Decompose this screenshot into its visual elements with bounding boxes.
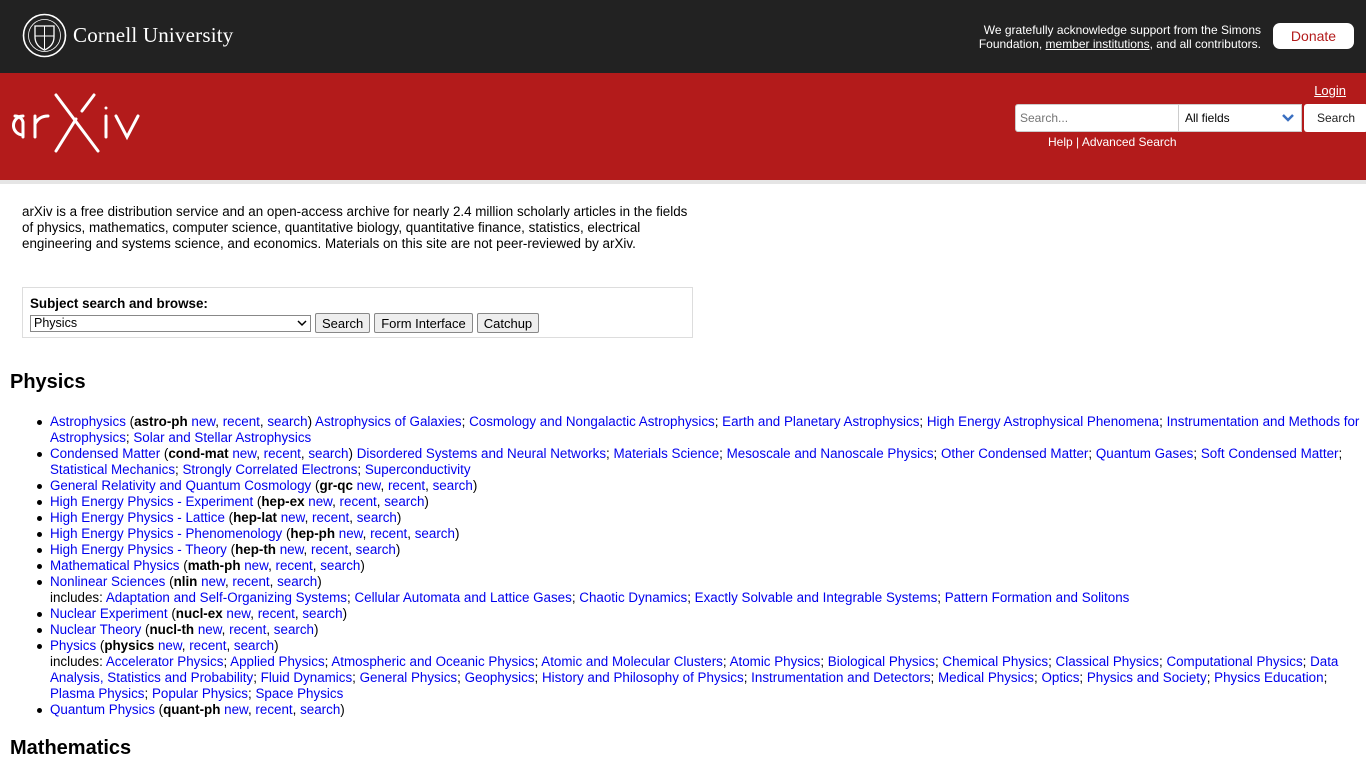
subcategory-link[interactable]: Atmospheric and Oceanic Physics [331,654,535,669]
subcategory-link[interactable]: Exactly Solvable and Integrable Systems [694,590,938,605]
search-form [1015,104,1366,132]
arxiv-logo [10,93,146,155]
archive-recent-link[interactable]: recent [312,510,350,525]
subcategory-link[interactable]: Astrophysics of Galaxies [315,414,462,429]
field-select[interactable] [1179,104,1302,132]
search-input[interactable] [1015,104,1179,132]
archive-recent-link[interactable]: recent [232,574,270,589]
archive-item: Nuclear Theory (nucl-th new, recent, search) [50,622,1360,638]
section-title-physics: Physics [10,371,86,393]
archive-code: nlin [173,574,198,589]
subcategory-link[interactable]: High Energy Astrophysical Phenomena [926,414,1160,429]
cornell-logo[interactable] [22,13,234,58]
archive-new-link[interactable]: new [338,526,363,541]
archive-recent-link[interactable]: recent [255,702,293,717]
archive-item: Nonlinear Sciences (nlin new, recent, search) includes: Adaptation and Self-Organizing Systems; Cellular Automata and Lattice Gases; Chaotic Dynamics; Exactly Solvable and Integrable Systems; Pattern Formation and Solitons [50,574,1360,606]
subcategory-link[interactable]: Plasma Physics [50,686,145,701]
subcategory-link[interactable]: Statistical Mechanics [50,462,176,477]
subcategory-link[interactable]: Popular Physics [151,686,248,701]
archive-link[interactable]: Condensed Matter [50,446,161,461]
archive-link[interactable]: High Energy Physics - Phenomenology [50,526,283,541]
archive-new-link[interactable]: new [197,622,222,637]
subcategory-link[interactable]: Space Physics [255,686,344,701]
subcategory-link[interactable]: Pattern Formation and Solitons [944,590,1130,605]
subcategory-link[interactable]: Instrumentation and Methods for Astrophysics [50,414,1360,445]
archive-search-link[interactable]: search [308,446,349,461]
archive-new-link[interactable]: new [280,510,305,525]
archive-recent-link[interactable]: recent [222,414,260,429]
support-text: We gratefully acknowledge support from the Simons Foundation, [978,23,1261,51]
includes-label: includes: [50,654,106,669]
subcategory-link[interactable]: Chemical Physics [942,654,1049,669]
archive-item: Astrophysics (astro-ph new, recent, search) Astrophysics of Galaxies; Cosmology and Nongalactic Astrophysics; Earth and Planetary Astrophysics; High Energy Astrophysical Phenomena; Instrumentation and Methods for Astrophysics; Solar and Stellar Astrophysics [50,414,1360,445]
subcategory-link[interactable]: Other Condensed Matter [941,446,1089,461]
subject-search-box [22,287,693,338]
archive-code: math-ph [187,558,241,573]
archive-item: High Energy Physics - Phenomenology (hep-ph new, recent, search) [50,526,1360,542]
physics-archive-list [50,414,1360,718]
archive-code: hep-th [235,542,276,557]
archive-new-link[interactable]: new [356,478,381,493]
archive-recent-link[interactable]: recent [387,478,426,493]
subcategory-link[interactable]: Adaptation and Self-Organizing Systems [105,590,348,605]
intro-text: arXiv is a free distribution service and an open-access archive for nearly 2.4 million scholarly articles in the fields of physics, mathematics, computer science, quantitative biology, quantitative finance, statistics, electrical engineering and systems science, and economics. Materials on this site are not peer-reviewed by arXiv. [22,204,688,251]
member-institutions-link[interactable]: member institutions [1045,37,1150,51]
archive-recent-link[interactable]: recent [263,446,301,461]
archive-new-link[interactable]: new [279,542,304,557]
archive-code: astro-ph [134,414,188,429]
subcategory-link[interactable]: Superconductivity [364,462,471,477]
subcategory-link[interactable]: Strongly Correlated Electrons [182,462,358,477]
archive-code: nucl-th [149,622,195,637]
archive-link[interactable]: Quantum Physics [50,702,155,717]
archive-recent-link[interactable]: recent [189,638,227,653]
donate-button[interactable]: Donate [1273,23,1354,49]
subcategory-link[interactable]: Applied Physics [230,654,325,669]
archive-link[interactable]: Nuclear Experiment [50,606,168,621]
archive-search-link[interactable]: search [355,542,396,557]
archive-link[interactable]: General Relativity and Quantum Cosmology [50,478,312,493]
chevron-down-icon [1281,113,1295,123]
archive-link[interactable]: Mathematical Physics [50,558,180,573]
subcategory-link[interactable]: Solar and Stellar Astrophysics [133,430,312,445]
subcategory-link[interactable]: Biological Physics [827,654,935,669]
archive-code: physics [104,638,155,653]
archive-code: quant-ph [163,702,221,717]
subcategory-link[interactable]: Medical Physics [938,670,1034,685]
subcategory-link[interactable]: Geophysics [464,670,535,685]
chevron-down-icon [297,319,307,327]
archive-code: hep-ex [261,494,305,509]
help-link[interactable]: Help [1048,135,1073,149]
archive-item: Quantum Physics (quant-ph new, recent, search) [50,702,1360,718]
advanced-search-link[interactable]: Advanced Search [1081,135,1177,149]
help-separator: | [1076,135,1080,149]
archive-link[interactable]: Nuclear Theory [50,622,142,637]
section-title-mathematics: Mathematics [10,737,132,759]
support-note [941,23,1261,51]
subject-controls [30,313,539,333]
archive-search-link[interactable]: search [414,526,455,541]
subcategory-link[interactable]: Atomic Physics [729,654,821,669]
subcategory-link[interactable]: Earth and Planetary Astrophysics [722,414,920,429]
archive-new-link[interactable]: new [224,702,248,717]
archive-code: hep-lat [233,510,277,525]
archive-recent-link[interactable]: recent [339,494,377,509]
subcategory-link[interactable]: Quantum Gases [1095,446,1194,461]
login-link[interactable]: Login [1314,83,1346,98]
archive-search-link[interactable]: search [267,414,308,429]
archive-new-link[interactable]: new [232,446,257,461]
archive-new-link[interactable]: new [308,494,333,509]
header-divider [0,180,1366,184]
subject-search-label: Subject search and browse: [30,296,208,311]
archive-item: High Energy Physics - Theory (hep-th new, recent, search) [50,542,1360,558]
arxiv-header [0,73,1366,180]
archive-recent-link[interactable]: recent [229,622,267,637]
cornell-banner [0,0,1366,73]
subcategory-link[interactable]: Physics and Society [1086,670,1207,685]
subcategory-link[interactable]: Fluid Dynamics [260,670,353,685]
subcategory-link[interactable]: Data Analysis, Statistics and Probability [50,654,1339,685]
archive-new-link[interactable]: new [201,574,225,589]
subcategory-link[interactable]: Accelerator Physics [105,654,224,669]
archive-item: Physics (physics new, recent, search) includes: Accelerator Physics; Applied Physics; Atmospheric and Oceanic Physics; Atomic and Molecular Clusters; Atomic Physics; Biological Physics; Chemical Physics; Classical Physics; Computational Physics; Data Analysis, Statistics and Probability; Fluid Dynamics; General Physics; Geophysics; History and Philosophy of Physics; Instrumentation and Detectors; Medical Physics; Optics; Physics and Society; Physics Education; Plasma Physics; Popular Physics; Space Physics [50,638,1360,702]
subcategory-link[interactable]: Computational Physics [1166,654,1303,669]
archive-search-link[interactable]: search [432,478,473,493]
archive-new-link[interactable]: new [157,638,182,653]
subject-select-value: Physics [34,316,78,330]
archive-new-link[interactable]: new [244,558,269,573]
subcategory-link[interactable]: Instrumentation and Detectors [751,670,931,685]
archive-link[interactable]: High Energy Physics - Lattice [50,510,225,525]
catchup-button[interactable]: Catchup [477,313,539,333]
subcategory-link[interactable]: Cellular Automata and Lattice Gases [354,590,572,605]
includes-label: includes: [50,590,106,605]
archive-item: General Relativity and Quantum Cosmology (gr-qc new, recent, search) [50,478,1360,494]
subcategory-link[interactable]: Soft Condensed Matter [1200,446,1339,461]
cornell-name: Cornell University [73,23,234,47]
subcategory-link[interactable]: Optics [1041,670,1080,685]
archive-code: gr-qc [319,478,353,493]
subcategory-link[interactable]: Classical Physics [1055,654,1159,669]
archive-link[interactable]: Nonlinear Sciences [50,574,166,589]
subcategory-link[interactable]: General Physics [359,670,458,685]
archive-recent-link[interactable]: recent [311,542,349,557]
archive-item: High Energy Physics - Experiment (hep-ex new, recent, search) [50,494,1360,510]
archive-search-link[interactable]: search [300,702,341,717]
subcategory-link[interactable]: Materials Science [613,446,720,461]
archive-recent-link[interactable]: recent [275,558,313,573]
help-links [1048,135,1177,149]
support-text-end: , and all contributors. [1149,37,1261,51]
archive-recent-link[interactable]: recent [257,606,295,621]
archive-link[interactable]: Astrophysics [50,414,126,429]
archive-item: Nuclear Experiment (nucl-ex new, recent, search) [50,606,1360,622]
subject-select[interactable] [30,315,311,332]
archive-code: nucl-ex [175,606,223,621]
archive-code: cond-mat [168,446,229,461]
subcategory-link[interactable]: Mesoscale and Nanoscale Physics [726,446,934,461]
archive-recent-link[interactable]: recent [370,526,408,541]
subcategory-link[interactable]: Chaotic Dynamics [579,590,688,605]
subcategory-link[interactable]: Disordered Systems and Neural Networks [356,446,607,461]
cornell-seal-icon [22,13,67,58]
archive-new-link[interactable]: new [226,606,251,621]
subcategory-link[interactable]: Cosmology and Nongalactic Astrophysics [469,414,715,429]
archive-search-link[interactable]: search [356,510,397,525]
archive-link[interactable]: High Energy Physics - Experiment [50,494,254,509]
archive-new-link[interactable]: new [191,414,216,429]
archive-link[interactable]: High Energy Physics - Theory [50,542,227,557]
archive-item: Condensed Matter (cond-mat new, recent, search) Disordered Systems and Neural Networks; Materials Science; Mesoscale and Nanoscale Physics; Other Condensed Matter; Quantum Gases; Soft Condensed Matter; Statistical Mechanics; Strongly Correlated Electrons; Superconductivity [50,446,1360,478]
archive-search-link[interactable]: search [233,638,275,653]
archive-item: High Energy Physics - Lattice (hep-lat new, recent, search) [50,510,1360,526]
form-interface-button[interactable]: Form Interface [374,313,473,333]
subcategory-link[interactable]: Physics Education [1214,670,1324,685]
subcategory-link[interactable]: History and Philosophy of Physics [542,670,744,685]
subject-search-button[interactable]: Search [315,313,370,333]
archive-code: hep-ph [290,526,336,541]
archive-search-link[interactable]: search [384,494,425,509]
subcategory-link[interactable]: Atomic and Molecular Clusters [541,654,723,669]
archive-search-link[interactable]: search [320,558,361,573]
archive-search-link[interactable]: search [302,606,343,621]
archive-link[interactable]: Physics [50,638,97,653]
field-select-value: All fields [1185,111,1230,125]
header-search-button[interactable]: Search [1304,104,1366,132]
archive-search-link[interactable]: search [273,622,314,637]
archive-item: Mathematical Physics (math-ph new, recent, search) [50,558,1360,574]
archive-search-link[interactable]: search [277,574,318,589]
